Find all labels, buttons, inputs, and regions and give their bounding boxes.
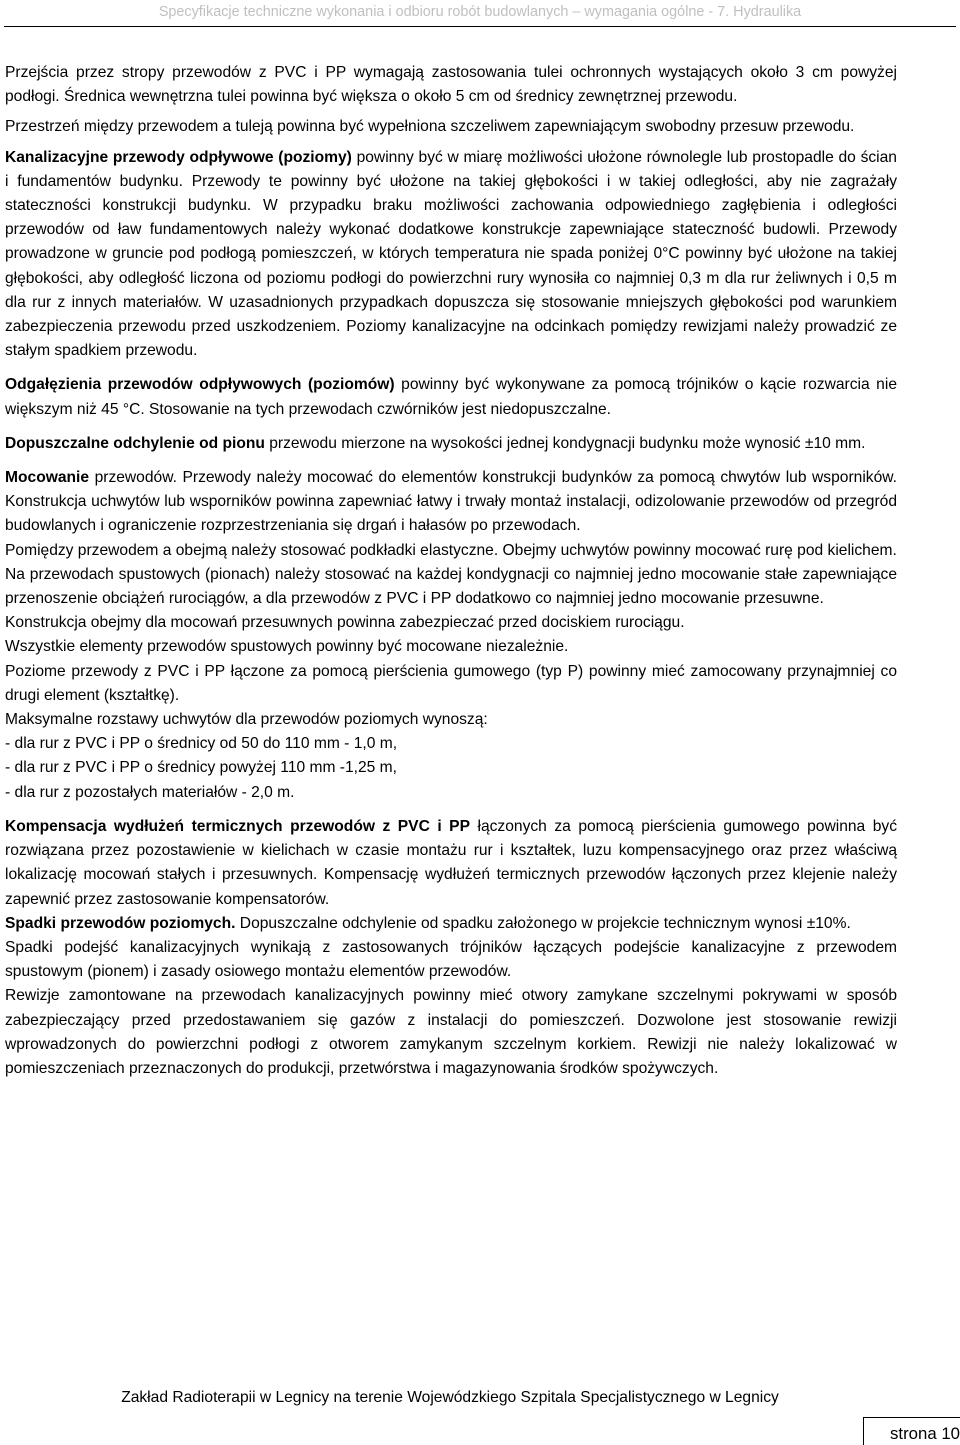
paragraph-text: Wszystkie elementy przewodów spustowych powinny być mocowane niezależnie. (5, 638, 569, 656)
paragraph-text: przewodu mierzone na wysokości jednej kondygnacji budynku może wynosić ±10 mm. (264, 434, 866, 452)
paragraph-sealant (5, 115, 897, 139)
paragraph-text: Dopuszczalne odchylenie od spadku założonego w projekcie technicznym wynosi ±10%. (235, 914, 851, 932)
paragraph-text: Przejścia przez stropy przewodów z PVC i PP wymagają zastosowania tulei ochronnych wystających około 3 cm powyżej podłogi. Średnica wewnętrzna tulei powinna być większa o około 5 cm od średnicy zewnętrznej przewodu. (5, 64, 897, 106)
paragraph-text: Przestrzeń między przewodem a tuleją powinna być wypełniona szczeliwem zapewniającym swobodny przesuw przewodu. (5, 118, 855, 136)
paragraph-text: - dla rur z pozostałych materiałów - 2,0 m. (5, 783, 295, 801)
paragraph-text: Pomiędzy przewodem a obejmą należy stosować podkładki elastyczne. Obejmy uchwytów powinny mocować rurę pod kielichem. (5, 541, 897, 559)
paragraph-lead: Odgałęzienia przewodów odpływowych (poziomów) (5, 376, 395, 394)
paragraph-sliding-clamps (5, 611, 897, 635)
header-rule (4, 26, 956, 27)
list-item (5, 732, 897, 756)
document-body (5, 61, 897, 1081)
running-header: Specyfikacje techniczne wykonania i odbioru robót budowlanych – wymagania ogólne - 7. Hydraulika (158, 4, 802, 20)
paragraph-independent-mounting (5, 635, 897, 659)
paragraph-text: - dla rur z PVC i PP o średnicy powyżej 110 mm -1,25 m, (5, 759, 398, 777)
paragraph-text: przewodów. Przewody należy mocować do elementów konstrukcji budynków za pomocą chwytów lub wsporników. Konstrukcja uchwytów lub wsporników powinna zapewniać łatwy i trwały montaż instalacji, odizolowanie przewodów od przegród budowlanych i ograniczenie rozprzestrzeniania się drgań i hałasów po przewodach. (5, 469, 897, 535)
paragraph-lead: Kanalizacyjne przewody odpływowe (poziomy) (5, 148, 352, 166)
paragraph-branches (5, 373, 897, 421)
paragraph-text: Maksymalne rozstawy uchwytów dla przewodów poziomych wynoszą: (5, 711, 488, 729)
paragraph-text: Na przewodach spustowych (pionach) należy stosować na każdej kondygnacji co najmniej jedno mocowanie stałe zapewniające przenoszenie obciążeń rurociągów, a dla przewodów z PVC i PP dodatkowo co najmniej jedno mocowanie przesuwne. (5, 565, 897, 608)
paragraph-slopes (5, 912, 897, 936)
paragraph-vertical-deviation (5, 432, 897, 456)
list-item (5, 781, 897, 805)
paragraph-thermal-compensation (5, 815, 897, 912)
paragraph-text: powinny być wykonywane za pomocą trójników o kącie rozwarcia nie większym niż 45 °C. Stosowanie na tych przewodach czwórników jest niedopuszczalne. (5, 376, 897, 418)
paragraph-ring-joints (5, 660, 897, 708)
page-footer: Zakład Radioterapii w Legnicy na terenie Wojewódzkiego Szpitala Specjalistycznego w Legnicy (121, 1389, 779, 1406)
paragraph-sleeves (5, 61, 897, 109)
paragraph-text: Poziome przewody z PVC i PP łączone za pomocą pierścienia gumowego (typ P) powinny mieć zamocowany przynajmniej co drugi element (kształtkę). (5, 662, 897, 704)
paragraph-branch-slopes (5, 936, 897, 984)
paragraph-text: łączonych za pomocą pierścienia gumowego powinna być rozwiązana przez pozostawienie w kielichach w czasie montażu rur i kształtek, luzu kompensacyjnego oraz przez właściwą lokalizację mocowań stałych i przesuwnych. Kompensację wydłużeń termicznych przewodów łączonych przez klejenie należy zapewnić przez zastosowanie kompensatorów. (5, 817, 897, 908)
paragraph-lead: Dopuszczalne odchylenie od pionu (5, 434, 265, 452)
list-item (5, 756, 897, 780)
paragraph-text: - dla rur z PVC i PP o średnicy od 50 do 110 mm - 1,0 m, (5, 735, 398, 753)
paragraph-lead: Mocowanie (5, 469, 90, 487)
paragraph-mounting (5, 466, 897, 539)
paragraph-text: Spadki podejść kanalizacyjnych wynikają z zastosowanych trójników łączących podejście kanalizacyjne z przewodem spustowym (pionem) i zasady osiowego montażu elementów przewodów. (5, 938, 897, 981)
paragraph-elastic-pads (5, 539, 897, 563)
paragraph-text: powinny być w miarę możliwości ułożone równolegle lub prostopadle do ścian i fundamentów budynku. Przewody te powinny być ułożone na takiej głębokości i w takiej odległości, aby nie zagrażały stateczności konstrukcji budynku. W przypadku braku możliwości zachowania odpowiedniego zagłębienia i odległości przewodów od ław fundamentowych należy wykonać dodatkowe konstrukcje zapewniające stateczność budowli. Przewody prowadzone w gruncie pod podłogą pomieszczeń, w których temperatura nie spada poniżej 0°C powinny być ułożone na takiej głębokości, aby odległość liczona od poziomu podłogi do powierzchni rury wynosiła co najmniej 0,3 m dla rur żeliwnych i 0,5 m dla rur z innych materiałów. W uzasadnionych przypadkach dopuszcza się stosowanie mniejszych głębokości pod warunkiem zabezpieczenia przewodu przed uszkodzeniem. Poziomy kanalizacyjne na odcinkach pomiędzy rewizjami należy prowadzić ze stałym spadkiem przewodu. (5, 148, 897, 360)
paragraph-lead: Kompensacja wydłużeń termicznych przewodów z PVC i PP (5, 817, 470, 835)
paragraph-horizontal-drains (5, 146, 897, 364)
page-number: strona 10 (890, 1424, 960, 1443)
paragraph-text: Konstrukcja obejmy dla mocowań przesuwnych powinna zabezpieczać przed dociskiem rurociągu. (5, 614, 685, 632)
paragraph-spacing-intro (5, 708, 897, 732)
paragraph-text: Rewizje zamontowane na przewodach kanalizacyjnych powinny mieć otwory zamykane szczelnymi pokrywami w sposób zabezpieczający przed przedostawaniem się gazów z instalacji do pomieszczeń. Dozwolone jest stosowanie rewizji wprowadzonych do powierzchni podłogi z otworem zamykanym szczelnym korkiem. Rewizji nie należy lokalizować w pomieszczeniach przeznaczonych do produkcji, przetwórstwa i magazynowania środków spożywczych. (5, 987, 897, 1077)
paragraph-risers (5, 563, 897, 611)
paragraph-cleanouts (5, 984, 897, 1081)
paragraph-lead: Spadki przewodów poziomych. (5, 914, 236, 932)
